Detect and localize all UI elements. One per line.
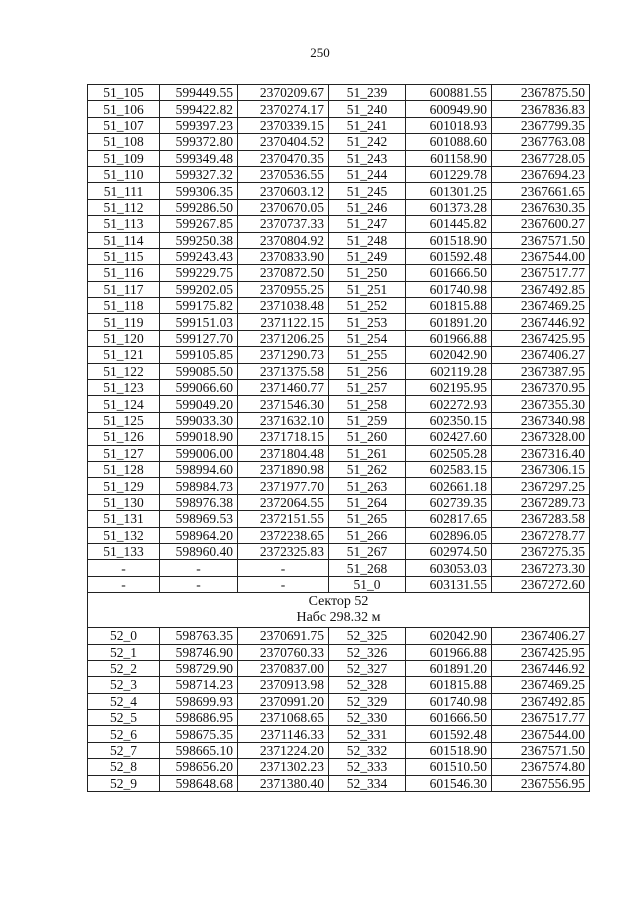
table-row — [88, 347, 590, 363]
point-id-left: 51_129 — [88, 478, 160, 494]
x-left: 599372.80 — [160, 134, 238, 150]
x-right: 601666.50 — [406, 710, 492, 726]
x-right: 601891.20 — [406, 660, 492, 676]
x-left: 599066.60 — [160, 380, 238, 396]
x-left: 599327.32 — [160, 166, 238, 182]
x-left: 599085.50 — [160, 363, 238, 379]
x-left: 598746.90 — [160, 644, 238, 660]
y-left: 2370955.25 — [238, 281, 329, 297]
point-id-right: 52_330 — [329, 710, 406, 726]
x-left: - — [160, 576, 238, 592]
point-id-left: 51_126 — [88, 429, 160, 445]
point-id-left: 51_116 — [88, 265, 160, 281]
point-id-right: 51_259 — [329, 412, 406, 428]
y-left: 2372238.65 — [238, 527, 329, 543]
table-body-bottom — [88, 628, 590, 792]
point-id-left: 52_1 — [88, 644, 160, 660]
y-right: 2367272.60 — [492, 576, 590, 592]
table-row — [88, 494, 590, 510]
x-left: 599018.90 — [160, 429, 238, 445]
x-right: 602974.50 — [406, 543, 492, 559]
y-right: 2367875.50 — [492, 85, 590, 101]
point-id-left: 52_3 — [88, 677, 160, 693]
x-right: 602195.95 — [406, 380, 492, 396]
x-right: 602119.28 — [406, 363, 492, 379]
y-left: 2370339.15 — [238, 117, 329, 133]
point-id-left: 51_112 — [88, 199, 160, 215]
point-id-right: 51_256 — [329, 363, 406, 379]
x-right: 602427.60 — [406, 429, 492, 445]
y-right: 2367469.25 — [492, 298, 590, 314]
y-left: 2372064.55 — [238, 494, 329, 510]
point-id-left: 51_128 — [88, 461, 160, 477]
point-id-left: - — [88, 560, 160, 576]
sector-header-row — [88, 593, 590, 628]
table-row — [88, 576, 590, 592]
y-left: - — [238, 576, 329, 592]
y-right: 2367355.30 — [492, 396, 590, 412]
point-id-left: 51_108 — [88, 134, 160, 150]
y-right: 2367297.25 — [492, 478, 590, 494]
table-row — [88, 248, 590, 264]
point-id-right: 51_247 — [329, 216, 406, 232]
table-body-top — [88, 85, 590, 593]
x-right: 601592.48 — [406, 726, 492, 742]
x-right: 602505.28 — [406, 445, 492, 461]
point-id-left: 51_107 — [88, 117, 160, 133]
x-right: 601229.78 — [406, 166, 492, 182]
x-left: - — [160, 560, 238, 576]
y-left: 2371224.20 — [238, 742, 329, 758]
table-row — [88, 85, 590, 101]
x-right: 601518.90 — [406, 742, 492, 758]
x-left: 599267.85 — [160, 216, 238, 232]
point-id-right: 52_332 — [329, 742, 406, 758]
x-right: 603131.55 — [406, 576, 492, 592]
y-right: 2367340.98 — [492, 412, 590, 428]
y-left: 2370274.17 — [238, 101, 329, 117]
point-id-left: 51_113 — [88, 216, 160, 232]
x-right: 602583.15 — [406, 461, 492, 477]
sector-title-cell — [88, 593, 590, 628]
point-id-left: 52_0 — [88, 628, 160, 644]
table-row — [88, 380, 590, 396]
table-row — [88, 363, 590, 379]
table-row — [88, 216, 590, 232]
table-row — [88, 478, 590, 494]
y-left: 2370603.12 — [238, 183, 329, 199]
point-id-right: 51_263 — [329, 478, 406, 494]
y-right: 2367306.15 — [492, 461, 590, 477]
x-left: 598686.95 — [160, 710, 238, 726]
x-left: 599033.30 — [160, 412, 238, 428]
x-right: 601301.25 — [406, 183, 492, 199]
sector-header — [88, 593, 590, 628]
coordinates-table — [87, 84, 590, 792]
y-right: 2367370.95 — [492, 380, 590, 396]
point-id-left: 51_110 — [88, 166, 160, 182]
y-right: 2367763.08 — [492, 134, 590, 150]
x-left: 598763.35 — [160, 628, 238, 644]
table-row — [88, 314, 590, 330]
point-id-right: 51_255 — [329, 347, 406, 363]
x-left: 598665.10 — [160, 742, 238, 758]
x-left: 598994.60 — [160, 461, 238, 477]
point-id-right: 52_325 — [329, 628, 406, 644]
y-left: 2371038.48 — [238, 298, 329, 314]
point-id-left: 51_119 — [88, 314, 160, 330]
y-right: 2367836.83 — [492, 101, 590, 117]
x-right: 602896.05 — [406, 527, 492, 543]
x-right: 601510.50 — [406, 759, 492, 775]
x-right: 603053.03 — [406, 560, 492, 576]
x-right: 601373.28 — [406, 199, 492, 215]
x-right: 601966.88 — [406, 644, 492, 660]
table-row — [88, 742, 590, 758]
x-left: 599306.35 — [160, 183, 238, 199]
table-row — [88, 628, 590, 644]
point-id-right: 51_253 — [329, 314, 406, 330]
y-right: 2367574.80 — [492, 759, 590, 775]
table-row — [88, 660, 590, 676]
x-right: 600881.55 — [406, 85, 492, 101]
y-right: 2367544.00 — [492, 726, 590, 742]
x-right: 601740.98 — [406, 693, 492, 709]
x-right: 601891.20 — [406, 314, 492, 330]
table-row — [88, 199, 590, 215]
x-right: 602739.35 — [406, 494, 492, 510]
x-left: 599049.20 — [160, 396, 238, 412]
point-id-left: 52_6 — [88, 726, 160, 742]
point-id-right: 51_261 — [329, 445, 406, 461]
x-right: 601088.60 — [406, 134, 492, 150]
table-row — [88, 117, 590, 133]
point-id-right: 51_244 — [329, 166, 406, 182]
x-left: 599202.05 — [160, 281, 238, 297]
table-row — [88, 527, 590, 543]
point-id-right: 51_243 — [329, 150, 406, 166]
point-id-left: 51_117 — [88, 281, 160, 297]
y-right: 2367283.58 — [492, 511, 590, 527]
point-id-left: 52_2 — [88, 660, 160, 676]
table-row — [88, 429, 590, 445]
x-left: 598984.73 — [160, 478, 238, 494]
x-left: 598960.40 — [160, 543, 238, 559]
point-id-left: - — [88, 576, 160, 592]
point-id-right: 52_328 — [329, 677, 406, 693]
x-right: 601518.90 — [406, 232, 492, 248]
y-left: 2370833.90 — [238, 248, 329, 264]
point-id-right: 51_264 — [329, 494, 406, 510]
x-right: 602042.90 — [406, 347, 492, 363]
table-row — [88, 445, 590, 461]
y-left: 2372151.55 — [238, 511, 329, 527]
point-id-left: 51_123 — [88, 380, 160, 396]
page-number: 250 — [310, 45, 330, 60]
y-right: 2367387.95 — [492, 363, 590, 379]
x-left: 599243.43 — [160, 248, 238, 264]
point-id-right: 51_266 — [329, 527, 406, 543]
table-row — [88, 644, 590, 660]
y-left: 2370536.55 — [238, 166, 329, 182]
x-left: 598714.23 — [160, 677, 238, 693]
x-right: 601158.90 — [406, 150, 492, 166]
point-id-right: 51_252 — [329, 298, 406, 314]
y-left: 2371632.10 — [238, 412, 329, 428]
y-left: 2370404.52 — [238, 134, 329, 150]
point-id-left: 51_125 — [88, 412, 160, 428]
y-right: 2367469.25 — [492, 677, 590, 693]
table-row — [88, 298, 590, 314]
y-right: 2367406.27 — [492, 628, 590, 644]
x-right: 602350.15 — [406, 412, 492, 428]
x-left: 599422.82 — [160, 101, 238, 117]
y-left: 2371380.40 — [238, 775, 329, 791]
point-id-right: 52_331 — [329, 726, 406, 742]
x-left: 599127.70 — [160, 330, 238, 346]
x-right: 601815.88 — [406, 298, 492, 314]
y-left: 2371546.30 — [238, 396, 329, 412]
point-id-right: 51_0 — [329, 576, 406, 592]
y-left: 2372325.83 — [238, 543, 329, 559]
x-right: 601966.88 — [406, 330, 492, 346]
sector-height-label: Набс 298.32 м — [296, 610, 381, 626]
y-right: 2367278.77 — [492, 527, 590, 543]
y-left: 2370209.67 — [238, 85, 329, 101]
y-left: 2370691.75 — [238, 628, 329, 644]
point-id-right: 52_333 — [329, 759, 406, 775]
x-left: 599349.48 — [160, 150, 238, 166]
point-id-left: 51_111 — [88, 183, 160, 199]
point-id-right: 51_268 — [329, 560, 406, 576]
x-right: 602272.93 — [406, 396, 492, 412]
table-row — [88, 330, 590, 346]
y-left: 2370991.20 — [238, 693, 329, 709]
y-left: 2370837.00 — [238, 660, 329, 676]
y-right: 2367328.00 — [492, 429, 590, 445]
point-id-right: 52_327 — [329, 660, 406, 676]
point-id-right: 51_267 — [329, 543, 406, 559]
y-right: 2367289.73 — [492, 494, 590, 510]
y-right: 2367799.35 — [492, 117, 590, 133]
y-left: 2370804.92 — [238, 232, 329, 248]
y-right: 2367630.35 — [492, 199, 590, 215]
table-row — [88, 232, 590, 248]
table-row — [88, 560, 590, 576]
y-left: 2371718.15 — [238, 429, 329, 445]
y-right: 2367517.77 — [492, 265, 590, 281]
table-row — [88, 677, 590, 693]
point-id-right: 51_262 — [329, 461, 406, 477]
x-left: 599286.50 — [160, 199, 238, 215]
sector-title: Сектор 52 — [308, 594, 369, 610]
y-right: 2367492.85 — [492, 281, 590, 297]
table-row — [88, 166, 590, 182]
y-left: 2371804.48 — [238, 445, 329, 461]
point-id-right: 52_326 — [329, 644, 406, 660]
point-id-left: 51_109 — [88, 150, 160, 166]
point-id-right: 51_265 — [329, 511, 406, 527]
x-left: 598656.20 — [160, 759, 238, 775]
point-id-left: 51_105 — [88, 85, 160, 101]
x-left: 598699.93 — [160, 693, 238, 709]
y-right: 2367273.30 — [492, 560, 590, 576]
point-id-right: 51_245 — [329, 183, 406, 199]
point-id-left: 52_7 — [88, 742, 160, 758]
y-right: 2367728.05 — [492, 150, 590, 166]
y-left: 2371302.23 — [238, 759, 329, 775]
x-right: 602661.18 — [406, 478, 492, 494]
x-left: 599449.55 — [160, 85, 238, 101]
y-left: 2370470.35 — [238, 150, 329, 166]
point-id-right: 51_239 — [329, 85, 406, 101]
table-row — [88, 775, 590, 791]
point-id-right: 51_251 — [329, 281, 406, 297]
table-row — [88, 693, 590, 709]
x-right: 602817.65 — [406, 511, 492, 527]
y-left: 2371977.70 — [238, 478, 329, 494]
point-id-right: 51_258 — [329, 396, 406, 412]
point-id-left: 51_130 — [88, 494, 160, 510]
x-right: 601445.82 — [406, 216, 492, 232]
point-id-left: 51_127 — [88, 445, 160, 461]
y-right: 2367275.35 — [492, 543, 590, 559]
y-right: 2367316.40 — [492, 445, 590, 461]
x-left: 598969.53 — [160, 511, 238, 527]
x-left: 599250.38 — [160, 232, 238, 248]
point-id-left: 51_106 — [88, 101, 160, 117]
point-id-right: 52_334 — [329, 775, 406, 791]
table-row — [88, 726, 590, 742]
x-left: 599006.00 — [160, 445, 238, 461]
point-id-right: 51_241 — [329, 117, 406, 133]
y-right: 2367425.95 — [492, 644, 590, 660]
x-right: 601592.48 — [406, 248, 492, 264]
x-right: 602042.90 — [406, 628, 492, 644]
point-id-left: 51_121 — [88, 347, 160, 363]
x-left: 598964.20 — [160, 527, 238, 543]
y-right: 2367517.77 — [492, 710, 590, 726]
y-right: 2367694.23 — [492, 166, 590, 182]
y-left: 2371460.77 — [238, 380, 329, 396]
table-row — [88, 183, 590, 199]
y-left: 2370913.98 — [238, 677, 329, 693]
point-id-right: 51_248 — [329, 232, 406, 248]
y-right: 2367446.92 — [492, 314, 590, 330]
y-left: 2371122.15 — [238, 314, 329, 330]
table-row — [88, 759, 590, 775]
table-row — [88, 281, 590, 297]
x-right: 601740.98 — [406, 281, 492, 297]
x-left: 599175.82 — [160, 298, 238, 314]
y-left: 2370670.05 — [238, 199, 329, 215]
y-right: 2367556.95 — [492, 775, 590, 791]
y-left: 2371890.98 — [238, 461, 329, 477]
x-left: 598976.38 — [160, 494, 238, 510]
point-id-left: 52_5 — [88, 710, 160, 726]
y-left: 2370760.33 — [238, 644, 329, 660]
x-left: 598675.35 — [160, 726, 238, 742]
y-left: - — [238, 560, 329, 576]
point-id-left: 52_9 — [88, 775, 160, 791]
x-left: 599151.03 — [160, 314, 238, 330]
x-right: 601666.50 — [406, 265, 492, 281]
x-right: 601546.30 — [406, 775, 492, 791]
point-id-right: 51_249 — [329, 248, 406, 264]
x-left: 598729.90 — [160, 660, 238, 676]
point-id-right: 52_329 — [329, 693, 406, 709]
table-row — [88, 396, 590, 412]
point-id-right: 51_246 — [329, 199, 406, 215]
point-id-left: 52_4 — [88, 693, 160, 709]
point-id-right: 51_242 — [329, 134, 406, 150]
table-row — [88, 710, 590, 726]
table-row — [88, 511, 590, 527]
table-row — [88, 412, 590, 428]
y-right: 2367571.50 — [492, 232, 590, 248]
x-left: 599397.23 — [160, 117, 238, 133]
x-right: 600949.90 — [406, 101, 492, 117]
y-right: 2367600.27 — [492, 216, 590, 232]
point-id-right: 51_250 — [329, 265, 406, 281]
table-row — [88, 101, 590, 117]
y-right: 2367446.92 — [492, 660, 590, 676]
point-id-right: 51_240 — [329, 101, 406, 117]
point-id-right: 51_257 — [329, 380, 406, 396]
point-id-left: 51_122 — [88, 363, 160, 379]
x-left: 599105.85 — [160, 347, 238, 363]
point-id-left: 52_8 — [88, 759, 160, 775]
point-id-left: 51_115 — [88, 248, 160, 264]
y-right: 2367492.85 — [492, 693, 590, 709]
point-id-left: 51_114 — [88, 232, 160, 248]
point-id-left: 51_131 — [88, 511, 160, 527]
point-id-left: 51_133 — [88, 543, 160, 559]
y-right: 2367571.50 — [492, 742, 590, 758]
table-row — [88, 461, 590, 477]
y-left: 2371146.33 — [238, 726, 329, 742]
table-row — [88, 543, 590, 559]
point-id-right: 51_254 — [329, 330, 406, 346]
y-left: 2371375.58 — [238, 363, 329, 379]
y-left: 2371206.25 — [238, 330, 329, 346]
y-left: 2370737.33 — [238, 216, 329, 232]
y-left: 2370872.50 — [238, 265, 329, 281]
point-id-left: 51_132 — [88, 527, 160, 543]
x-left: 599229.75 — [160, 265, 238, 281]
y-left: 2371068.65 — [238, 710, 329, 726]
point-id-left: 51_118 — [88, 298, 160, 314]
x-right: 601018.93 — [406, 117, 492, 133]
y-right: 2367661.65 — [492, 183, 590, 199]
point-id-left: 51_120 — [88, 330, 160, 346]
x-right: 601815.88 — [406, 677, 492, 693]
y-right: 2367544.00 — [492, 248, 590, 264]
table-row — [88, 265, 590, 281]
x-left: 598648.68 — [160, 775, 238, 791]
table-row — [88, 150, 590, 166]
y-right: 2367406.27 — [492, 347, 590, 363]
table-row — [88, 134, 590, 150]
y-right: 2367425.95 — [492, 330, 590, 346]
point-id-left: 51_124 — [88, 396, 160, 412]
point-id-right: 51_260 — [329, 429, 406, 445]
y-left: 2371290.73 — [238, 347, 329, 363]
